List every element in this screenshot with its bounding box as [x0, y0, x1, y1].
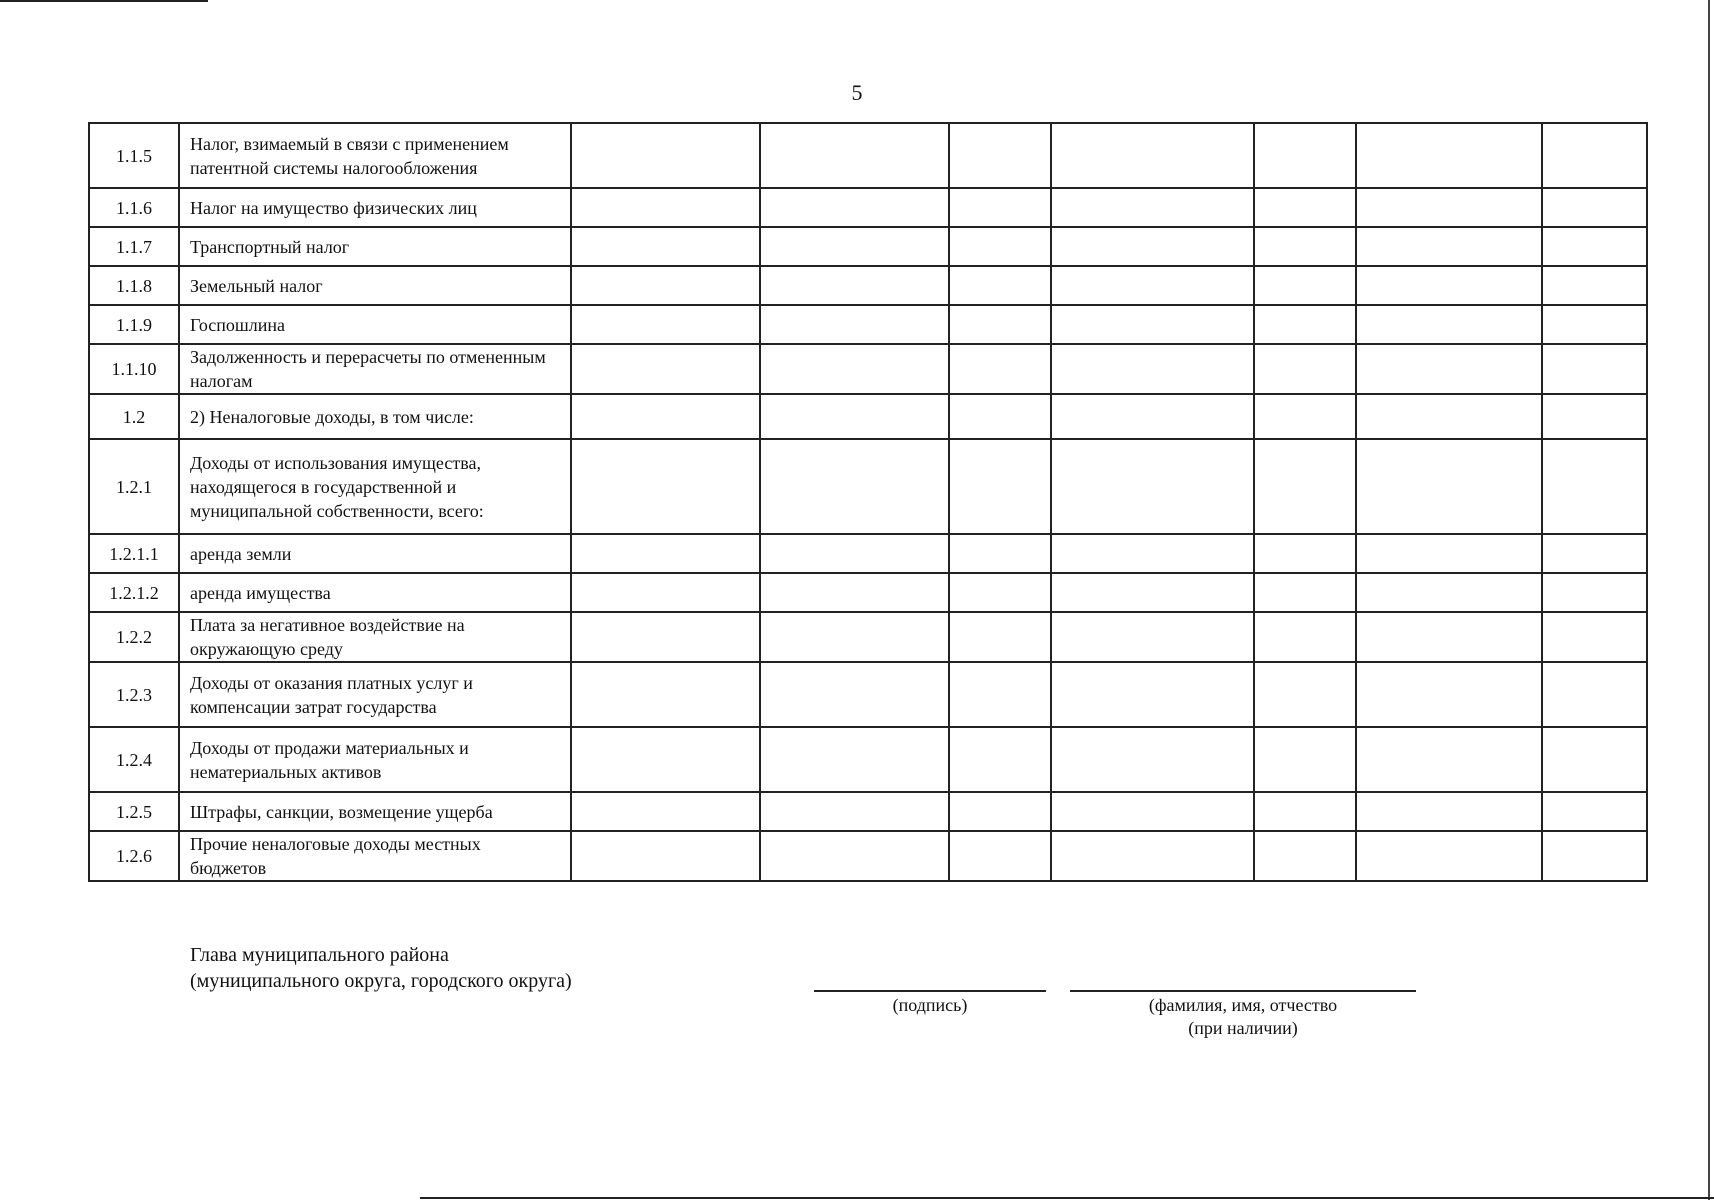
value-cell — [1254, 727, 1356, 792]
value-cell — [1051, 227, 1254, 266]
value-cell — [760, 792, 949, 831]
scan-right-edge — [1708, 0, 1710, 1200]
row-label: Доходы от использования имущества, находящегося в государственной и муниципальной собственности, всего: — [179, 439, 571, 534]
value-cell — [1254, 227, 1356, 266]
value-cell — [1051, 344, 1254, 394]
row-code: 1.1.7 — [89, 227, 179, 266]
row-code: 1.2 — [89, 394, 179, 439]
value-cell — [571, 573, 760, 612]
value-cell — [1356, 831, 1542, 881]
row-label: Госпошлина — [179, 305, 571, 344]
value-cell — [760, 831, 949, 881]
value-cell — [1051, 123, 1254, 188]
table-row — [89, 188, 1647, 227]
full-name-line — [1070, 990, 1416, 992]
signatory-title-line2: (муниципального округа, городского округа) — [190, 970, 572, 992]
value-cell — [1356, 792, 1542, 831]
value-cell — [1051, 439, 1254, 534]
value-cell — [949, 792, 1051, 831]
value-cell — [1051, 573, 1254, 612]
value-cell — [571, 612, 760, 662]
value-cell — [571, 344, 760, 394]
value-cell — [1051, 831, 1254, 881]
row-label: Прочие неналоговые доходы местных бюджетов — [179, 831, 571, 881]
value-cell — [571, 792, 760, 831]
value-cell — [571, 188, 760, 227]
value-cell — [949, 662, 1051, 727]
row-label: Задолженность и перерасчеты по отмененным налогам — [179, 344, 571, 394]
table-row — [89, 123, 1647, 188]
value-cell — [949, 305, 1051, 344]
row-label: Доходы от оказания платных услуг и компенсации затрат государства — [179, 662, 571, 727]
value-cell — [1542, 123, 1647, 188]
value-cell — [571, 123, 760, 188]
value-cell — [1254, 439, 1356, 534]
row-code: 1.1.9 — [89, 305, 179, 344]
full-name-caption-line2: (при наличии) — [1188, 1018, 1298, 1038]
row-label: Штрафы, санкции, возмещение ущерба — [179, 792, 571, 831]
value-cell — [1542, 612, 1647, 662]
value-cell — [949, 394, 1051, 439]
value-cell — [1356, 394, 1542, 439]
value-cell — [1254, 534, 1356, 573]
value-cell — [1356, 534, 1542, 573]
value-cell — [949, 344, 1051, 394]
value-cell — [760, 612, 949, 662]
value-cell — [1356, 266, 1542, 305]
value-cell — [1051, 792, 1254, 831]
value-cell — [1356, 188, 1542, 227]
value-cell — [1356, 344, 1542, 394]
value-cell — [1051, 188, 1254, 227]
value-cell — [571, 727, 760, 792]
table-row — [89, 266, 1647, 305]
row-label: 2) Неналоговые доходы, в том числе: — [179, 394, 571, 439]
value-cell — [1542, 662, 1647, 727]
value-cell — [949, 227, 1051, 266]
row-code: 1.2.1 — [89, 439, 179, 534]
table-body — [89, 123, 1647, 881]
row-code: 1.2.2 — [89, 612, 179, 662]
value-cell — [1356, 662, 1542, 727]
value-cell — [1356, 612, 1542, 662]
value-cell — [1051, 662, 1254, 727]
row-code: 1.2.5 — [89, 792, 179, 831]
value-cell — [1356, 305, 1542, 344]
full-name-caption — [1070, 994, 1416, 1040]
value-cell — [571, 662, 760, 727]
value-cell — [760, 123, 949, 188]
value-cell — [949, 831, 1051, 881]
table-row — [89, 305, 1647, 344]
row-code: 1.1.5 — [89, 123, 179, 188]
table-row — [89, 727, 1647, 792]
row-code: 1.1.6 — [89, 188, 179, 227]
value-cell — [1254, 792, 1356, 831]
row-label: аренда земли — [179, 534, 571, 573]
row-code: 1.1.8 — [89, 266, 179, 305]
row-code: 1.2.4 — [89, 727, 179, 792]
value-cell — [760, 662, 949, 727]
value-cell — [1254, 612, 1356, 662]
value-cell — [1542, 394, 1647, 439]
value-cell — [1051, 612, 1254, 662]
row-code: 1.2.1.2 — [89, 573, 179, 612]
table-row — [89, 792, 1647, 831]
table-row — [89, 394, 1647, 439]
value-cell — [1254, 305, 1356, 344]
value-cell — [760, 573, 949, 612]
value-cell — [1051, 534, 1254, 573]
value-cell — [1051, 727, 1254, 792]
value-cell — [760, 727, 949, 792]
row-label: Транспортный налог — [179, 227, 571, 266]
value-cell — [1356, 227, 1542, 266]
value-cell — [949, 439, 1051, 534]
value-cell — [760, 266, 949, 305]
value-cell — [571, 305, 760, 344]
value-cell — [1542, 792, 1647, 831]
value-cell — [1254, 394, 1356, 439]
table-row — [89, 831, 1647, 881]
value-cell — [1356, 573, 1542, 612]
value-cell — [1254, 188, 1356, 227]
value-cell — [949, 573, 1051, 612]
row-code: 1.2.6 — [89, 831, 179, 881]
value-cell — [949, 612, 1051, 662]
value-cell — [1542, 305, 1647, 344]
value-cell — [760, 227, 949, 266]
scan-bottom-line — [420, 1197, 1714, 1199]
row-label: Плата за негативное воздействие на окружающую среду — [179, 612, 571, 662]
value-cell — [571, 831, 760, 881]
signature-caption — [814, 994, 1046, 1017]
value-cell — [1542, 573, 1647, 612]
value-cell — [1356, 439, 1542, 534]
table-row — [89, 344, 1647, 394]
value-cell — [760, 439, 949, 534]
value-cell — [571, 534, 760, 573]
value-cell — [571, 394, 760, 439]
table-row — [89, 439, 1647, 534]
value-cell — [1356, 123, 1542, 188]
value-cell — [1254, 344, 1356, 394]
value-cell — [949, 534, 1051, 573]
scan-top-line — [0, 0, 208, 2]
row-label: Налог, взимаемый в связи с применением патентной системы налогообложения — [179, 123, 571, 188]
value-cell — [760, 394, 949, 439]
value-cell — [1051, 305, 1254, 344]
value-cell — [760, 534, 949, 573]
table-row — [89, 227, 1647, 266]
value-cell — [1051, 266, 1254, 305]
value-cell — [1254, 662, 1356, 727]
value-cell — [1542, 727, 1647, 792]
row-label: Доходы от продажи материальных и нематериальных активов — [179, 727, 571, 792]
value-cell — [571, 266, 760, 305]
value-cell — [1542, 188, 1647, 227]
value-cell — [1542, 266, 1647, 305]
value-cell — [1542, 227, 1647, 266]
value-cell — [571, 439, 760, 534]
row-code: 1.2.1.1 — [89, 534, 179, 573]
table-row — [89, 612, 1647, 662]
row-label: аренда имущества — [179, 573, 571, 612]
signature-caption-text: (подпись) — [892, 995, 968, 1015]
value-cell — [1051, 394, 1254, 439]
table-row — [89, 573, 1647, 612]
value-cell — [1542, 831, 1647, 881]
value-cell — [1254, 123, 1356, 188]
page-number: 5 — [851, 80, 863, 105]
value-cell — [1254, 831, 1356, 881]
value-cell — [760, 344, 949, 394]
value-cell — [1254, 573, 1356, 612]
value-cell — [760, 305, 949, 344]
value-cell — [1542, 534, 1647, 573]
value-cell — [1254, 266, 1356, 305]
table-row — [89, 662, 1647, 727]
row-label: Земельный налог — [179, 266, 571, 305]
revenue-table — [88, 122, 1648, 882]
value-cell — [949, 266, 1051, 305]
value-cell — [1542, 439, 1647, 534]
row-code: 1.1.10 — [89, 344, 179, 394]
signatory-title-line1: Глава муниципального района — [190, 944, 449, 966]
full-name-caption-line1: (фамилия, имя, отчество — [1148, 995, 1338, 1015]
value-cell — [760, 188, 949, 227]
signature-block — [190, 942, 572, 994]
row-label: Налог на имущество физических лиц — [179, 188, 571, 227]
value-cell — [571, 227, 760, 266]
value-cell — [949, 123, 1051, 188]
table-row — [89, 534, 1647, 573]
value-cell — [1542, 344, 1647, 394]
value-cell — [1356, 727, 1542, 792]
row-code: 1.2.3 — [89, 662, 179, 727]
value-cell — [949, 727, 1051, 792]
signature-line — [814, 990, 1046, 992]
value-cell — [949, 188, 1051, 227]
